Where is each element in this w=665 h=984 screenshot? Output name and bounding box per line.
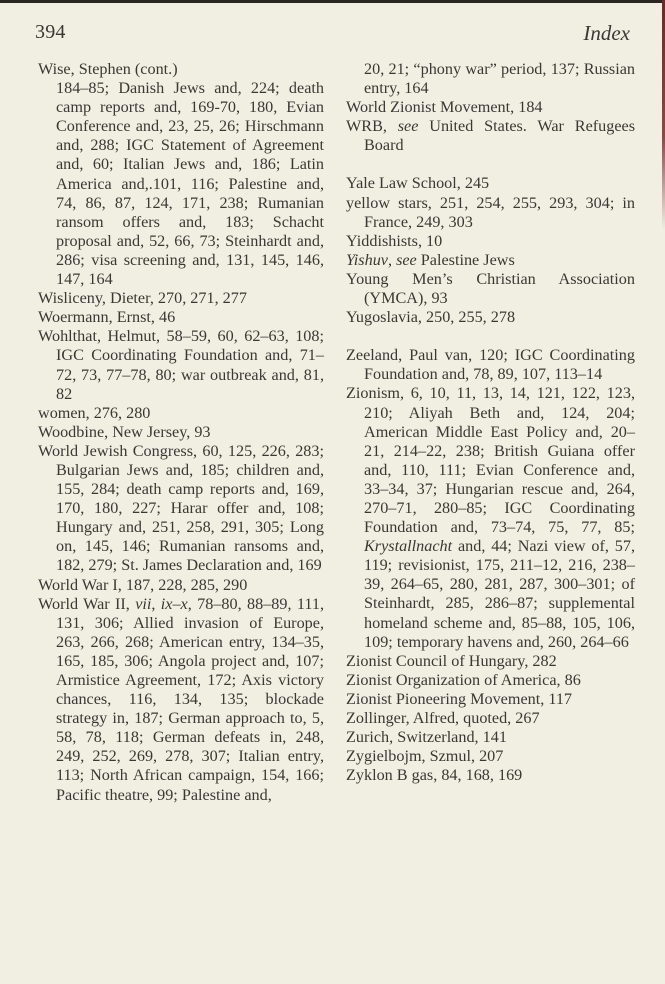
index-entry: Yale Law School, 245 bbox=[346, 174, 490, 193]
entry-prefix: WRB, bbox=[346, 117, 398, 136]
entry-italic: ix–x bbox=[160, 594, 188, 613]
index-entry: World Zionist Movement, 184 bbox=[346, 98, 543, 117]
entry-text: Palestine Jews bbox=[416, 250, 515, 269]
index-entry: women, 276, 280 bbox=[38, 403, 151, 422]
entry-italic: see bbox=[396, 250, 417, 269]
scan-top-border bbox=[0, 0, 665, 3]
index-entry: Woodbine, New Jersey, 93 bbox=[38, 422, 211, 441]
index-entry: Zionist Pioneering Movement, 117 bbox=[346, 689, 573, 708]
left-column bbox=[38, 60, 324, 805]
index-entry: yellow stars, 251, 254, 255, 293, 304; in France, 249, 303 bbox=[346, 193, 635, 231]
index-entry: Yugoslavia, 250, 255, 278 bbox=[346, 308, 516, 327]
entry-italic: Yishuv bbox=[346, 250, 388, 269]
entry-subentries: 184–85; Danish Jews and, 224; death camp reports and, 169-70, 180, Evian Conference and, 23, 25, 26; Hirschmann and, 288; IGC Statement of Agreement and, 60; Italian Jews and, 186; Latin America and,.101, 116; Palestine and, 74, 86, 87, 124, 171, 238; Rumanian ransom offers and, 183; Schacht proposal and, 52, 66, 73; Steinhardt and, 286; visa screening and, 131, 145, 146, 147, 164 bbox=[56, 79, 324, 289]
letter-group-gap bbox=[346, 327, 635, 346]
index-entry: Zionist Organization of America, 86 bbox=[346, 670, 581, 689]
index-entry: Wisliceny, Dieter, 270, 271, 277 bbox=[38, 289, 247, 308]
index-entry: World Jewish Congress, 60, 125, 226, 283; Bulgarian Jews and, 185; children and, 155, 284; death camp reports and, 169, 170, 180, 227; Harar offer and, 108; Hungary and, 251, 258, 291, 305; Long on, 145, 146; Rumanian ransoms and, 182, 279; St. James Declaration and, 169 bbox=[38, 441, 324, 575]
index-entry bbox=[346, 117, 635, 155]
index-entry bbox=[346, 384, 635, 651]
index-entry: Zollinger, Alfred, quoted, 267 bbox=[346, 709, 540, 727]
continued-entry-text: 20, 21; “phony war” period, 137; Russian entry, 164 bbox=[364, 60, 635, 98]
entry-text: and, 44; Nazi view of, 57, 119; revisionist, 175, 211–12, 216, 238–39, 264–65, 280, 281, 287, 300–301; of Steinhardt, 285, 286–87; supplemental homeland scheme and, 85–88, 105, 106, 109; temporary havens and, 260, 264–66 bbox=[364, 537, 635, 651]
index-entry: Zygielbojm, Szmul, 207 bbox=[346, 747, 504, 766]
index-entry: Zeeland, Paul van, 120; IGC Coordinating Foundation and, 78, 89, 107, 113–14 bbox=[346, 346, 635, 384]
entry-heading: Wise, Stephen (cont.) bbox=[38, 60, 178, 78]
index-entry: World War I, 187, 228, 285, 290 bbox=[38, 575, 248, 594]
entry-text: , 78–80, 88–89, 111, 131, 306; Allied invasion of Europe, 263, 266, 268; American entry, 134–35, 165, 185, 306; Angola project and, 107; Armistice Agreement, 172; Axis victory chances, 116, 134, 135; blockade strategy in, 187; German approach to, 5, 58, 78, 118; German defeats in, 248, 249, 252, 269, 278, 307; Italian entry, 113; North African campaign, 154, 166; Pacific theatre, 99; Palestine and, bbox=[56, 594, 324, 804]
index-entry bbox=[38, 595, 324, 805]
index-entry: Woermann, Ernst, 46 bbox=[38, 308, 176, 327]
entry-text: Zionism, 6, 10, 11, 13, 14, 121, 122, 123, 210; Aliyah Beth and, 124, 204; American Middle East Policy and, 20–21, 214–22, 238; British Guiana offer and, 110, 111; Evian Conference and, 33–34, 37; Hungarian rescue and, 264, 270–71, 280–85; IGC Coordinating Foundation and, 73–74, 75, 77, 85; bbox=[346, 384, 635, 537]
entry-italic: vii bbox=[135, 594, 152, 613]
right-column bbox=[346, 60, 635, 785]
index-entry bbox=[346, 251, 635, 270]
index-entry: Wohlthat, Helmut, 58–59, 60, 62–63, 108; IGC Coordinating Foundation and, 71–72, 73, 77–78, 80; war outbreak and, 81, 82 bbox=[38, 327, 324, 403]
index-entry: Zurich, Switzerland, 141 bbox=[346, 728, 507, 747]
entry-separator: , bbox=[387, 250, 397, 269]
entry-separator: , bbox=[151, 594, 161, 613]
running-head: Index bbox=[583, 21, 630, 45]
index-entry: Zyklon B gas, 84, 168, 169 bbox=[346, 766, 523, 785]
letter-group-gap bbox=[346, 155, 635, 174]
index-entry bbox=[38, 60, 324, 289]
entry-text: United States. War Refugees Board bbox=[364, 117, 635, 155]
entry-italic: see bbox=[397, 117, 419, 136]
index-entry: Young Men’s Christian Association (YMCA), 93 bbox=[346, 269, 635, 308]
page-number: 394 bbox=[35, 21, 66, 43]
entry-italic: Krystallnacht bbox=[364, 537, 453, 556]
index-entry: Zionist Council of Hungary, 282 bbox=[346, 651, 557, 670]
entry-prefix: World War II, bbox=[38, 594, 136, 613]
index-entry: Yiddishists, 10 bbox=[346, 231, 443, 250]
